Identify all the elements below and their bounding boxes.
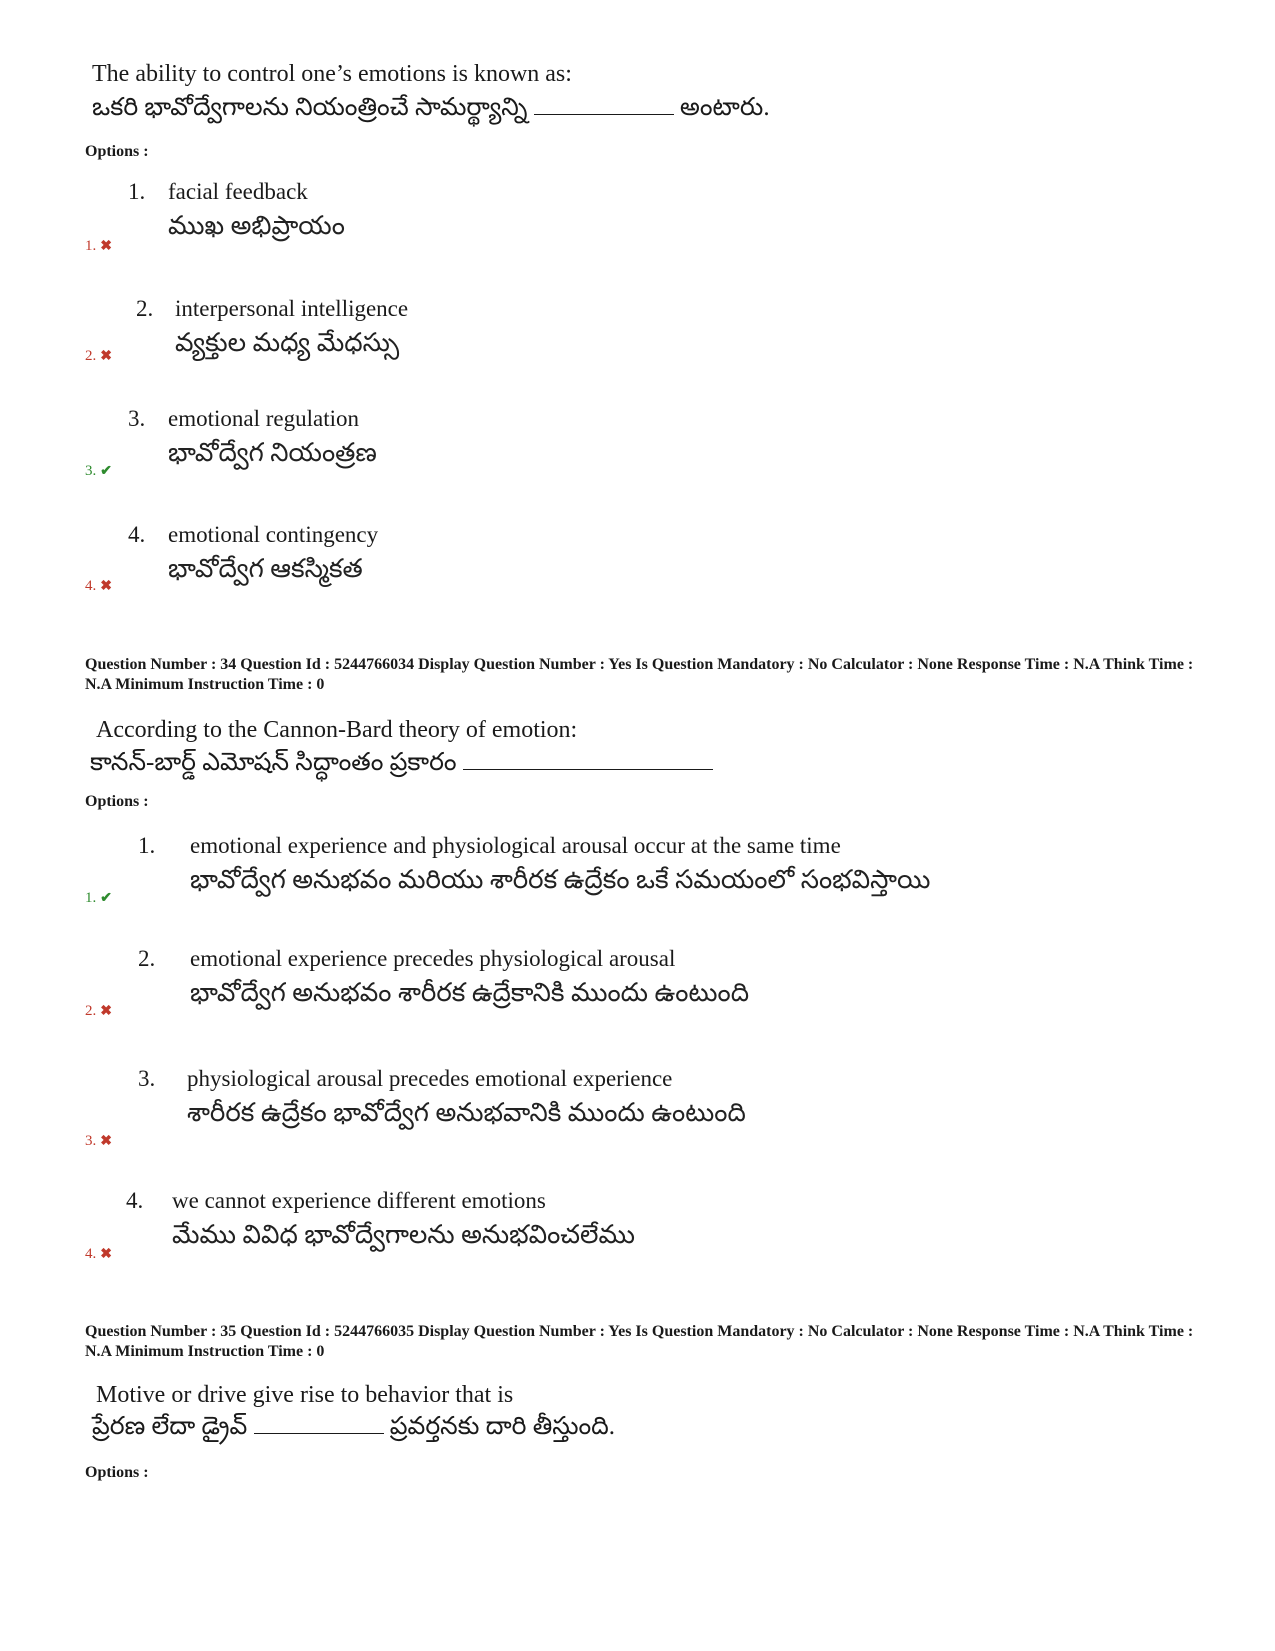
marker-number: 1. xyxy=(85,238,97,254)
cross-icon: ✖ xyxy=(100,349,112,364)
option-number: 1. xyxy=(138,833,156,858)
marker-number: 4. xyxy=(85,1246,97,1262)
cross-icon: ✖ xyxy=(100,1134,112,1149)
check-icon: ✔ xyxy=(100,891,112,906)
cross-icon: ✖ xyxy=(100,1247,112,1262)
marker-number: 3. xyxy=(85,463,97,479)
option-result-marker xyxy=(85,1003,112,1020)
cross-icon: ✖ xyxy=(100,239,112,254)
check-icon: ✔ xyxy=(100,464,112,479)
marker-number: 4. xyxy=(85,578,97,594)
option-text-te: భావోద్వేగ ఆకస్మికత xyxy=(168,554,363,583)
option-result-marker xyxy=(85,463,112,480)
option-number: 3. xyxy=(138,1066,156,1091)
question-35-text-te xyxy=(92,1411,615,1443)
question-34-text-en: According to the Cannon-Bard theory of emotion: xyxy=(96,717,578,743)
cross-icon: ✖ xyxy=(100,579,112,594)
option-number: 1. xyxy=(128,179,146,204)
option-number: 2. xyxy=(136,296,154,321)
option-text-en: facial feedback xyxy=(168,179,308,204)
option-result-marker xyxy=(85,1133,112,1150)
option-result-marker xyxy=(85,890,112,907)
marker-number: 1. xyxy=(85,890,97,906)
option-text-te: భావోద్వేగ అనుభవం మరియు శారీరక ఉద్రేకం ఒకే సమయంలో సంభవిస్తాయి xyxy=(190,865,931,894)
option-text-en: emotional experience and physiological arousal occur at the same time xyxy=(190,833,841,858)
option-result-marker xyxy=(85,348,112,365)
marker-number: 2. xyxy=(85,348,97,364)
option-number: 4. xyxy=(128,522,146,547)
question-35-text-en: Motive or drive give rise to behavior that is xyxy=(96,1382,514,1408)
marker-number: 3. xyxy=(85,1133,97,1149)
question-35-meta: Question Number : 35 Question Id : 5244766035 Display Question Number : Yes Is Question Mandatory : No Calculator : None Response Time : N.A Think Time : N.A Minimum Instruction Time : 0 xyxy=(85,1323,1194,1360)
cross-icon: ✖ xyxy=(100,1004,112,1019)
option-text-te: వ్యక్తుల మధ్య మేధస్సు xyxy=(175,328,400,357)
question-35-te-after: ప్రవర్తనకు దారి తీస్తుంది. xyxy=(389,1413,616,1440)
question-35-te-before: ప్రేరణ లేదా డ్రైవ్ xyxy=(92,1413,248,1440)
question-33-te-after: అంటారు. xyxy=(679,94,770,121)
option-text-te: భావోద్వేగ అనుభవం శారీరక ఉద్రేకానికి ముందు ఉంటుంది xyxy=(190,978,750,1007)
question-33-te-before: ఒకరి భావోద్వేగాలను నియంత్రించే సామర్థ్యాన్ని xyxy=(92,94,528,121)
option-text-en: interpersonal intelligence xyxy=(175,296,409,321)
option-number: 4. xyxy=(126,1188,144,1213)
marker-number: 2. xyxy=(85,1003,97,1019)
option-text-te: మేము వివిధ భావోద్వేగాలను అనుభవించలేము xyxy=(172,1220,635,1249)
option-text-en: we cannot experience different emotions xyxy=(172,1188,546,1213)
option-text-te: ముఖ అభిప్రాయం xyxy=(168,211,345,240)
option-text-te: శారీరక ఉద్రేకం భావోద్వేగ అనుభవానికి ముందు ఉంటుంది xyxy=(187,1098,746,1127)
option-number: 2. xyxy=(138,946,156,971)
question-34-meta: Question Number : 34 Question Id : 5244766034 Display Question Number : Yes Is Question Mandatory : No Calculator : None Response Time : N.A Think Time : N.A Minimum Instruction Time : 0 xyxy=(85,656,1194,693)
option-number: 3. xyxy=(128,406,146,431)
option-text-en: emotional experience precedes physiological arousal xyxy=(190,946,676,971)
option-result-marker xyxy=(85,1246,112,1263)
options-label: Options : xyxy=(85,143,149,160)
option-text-te: భావోద్వేగ నియంత్రణ xyxy=(168,438,377,467)
question-34-te: కానన్-బార్డ్ ఎమోషన్ సిద్ధాంతం ప్రకారం xyxy=(90,749,457,776)
options-label: Options : xyxy=(85,793,149,810)
question-33-text-te xyxy=(92,92,770,124)
option-text-en: physiological arousal precedes emotional experience xyxy=(187,1066,673,1091)
answer-blank xyxy=(463,747,713,770)
option-result-marker xyxy=(85,578,112,595)
option-result-marker xyxy=(85,238,112,255)
answer-blank xyxy=(534,92,674,115)
answer-blank xyxy=(254,1411,384,1434)
question-33-text-en: The ability to control one’s emotions is known as: xyxy=(92,61,572,87)
option-text-en: emotional contingency xyxy=(168,522,379,547)
option-text-en: emotional regulation xyxy=(168,406,359,431)
options-label: Options : xyxy=(85,1464,149,1481)
question-34-text-te xyxy=(90,747,713,779)
